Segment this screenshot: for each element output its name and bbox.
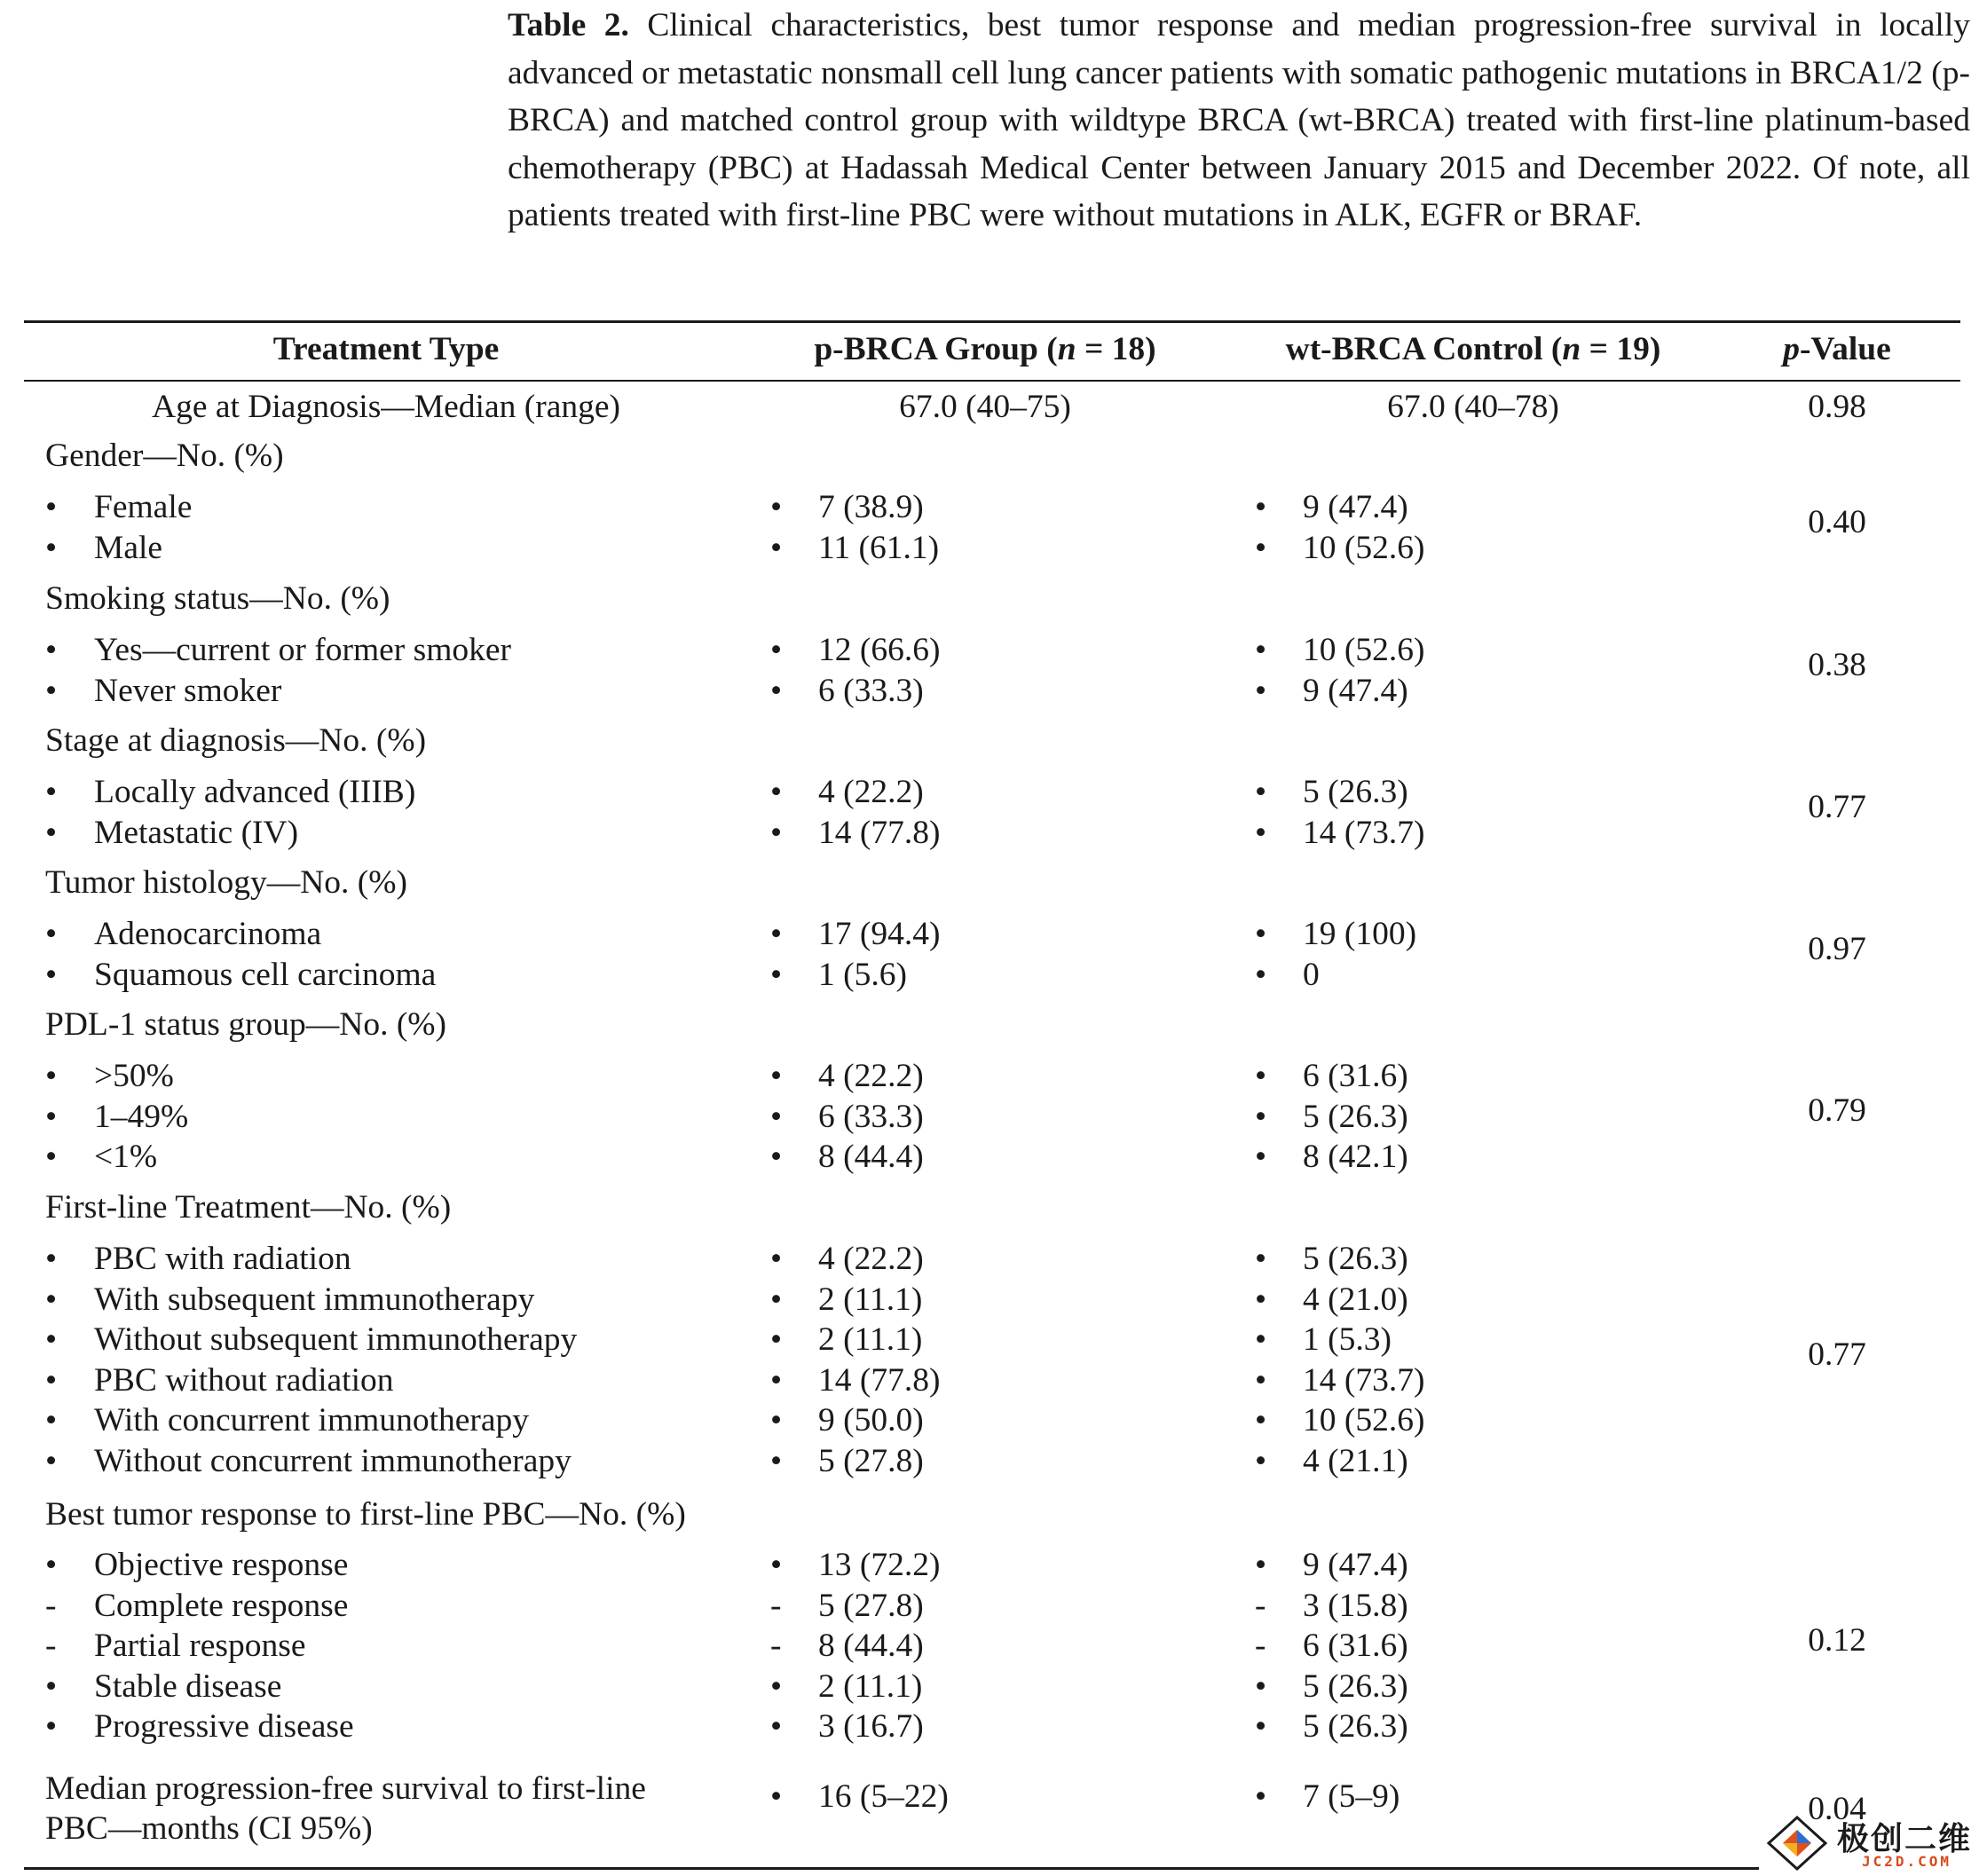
response-item-wtbrca-bullet: •: [1255, 1547, 1267, 1583]
response-item-bullet: •: [45, 1547, 58, 1583]
firstline-item-pbrca: 2 (11.1): [818, 1281, 923, 1318]
table-header-rule: [24, 380, 1960, 382]
table-top-rule: [24, 320, 1960, 323]
firstline-item-wtbrca-bullet: •: [1255, 1402, 1267, 1439]
firstline-item-wtbrca: 4 (21.0): [1303, 1281, 1408, 1318]
header-wtbrca-control: wt-BRCA Control (n = 19): [1285, 331, 1661, 367]
pdl1-item-label: <1%: [94, 1139, 158, 1175]
firstline-item-wtbrca-bullet: •: [1255, 1442, 1267, 1479]
firstline-item-pbrca: 14 (77.8): [818, 1361, 941, 1399]
firstline-item-wtbrca: 5 (26.3): [1303, 1241, 1408, 1277]
response-item-wtbrca-bullet: -: [1255, 1587, 1266, 1624]
gender-p-value: 0.40: [1808, 504, 1866, 540]
pdl1-item-wtbrca: 5 (26.3): [1303, 1098, 1408, 1135]
response-item-pbrca-bullet: •: [770, 1667, 783, 1705]
pdl1-item-bullet: •: [45, 1058, 58, 1094]
gender-item-pbrca-bullet: •: [770, 529, 783, 566]
response-item-pbrca-bullet: -: [770, 1628, 782, 1664]
stage-item-pbrca-bullet: •: [770, 774, 783, 810]
response-item-label: Objective response: [94, 1547, 349, 1583]
pfs-wtbrca: 7 (5–9): [1303, 1778, 1400, 1815]
table-bottom-rule: [24, 1867, 1759, 1870]
smoking-p-value: 0.38: [1808, 647, 1866, 683]
gender-title: Gender—No. (%): [45, 437, 284, 474]
firstline-item-pbrca-bullet: •: [770, 1281, 783, 1318]
firstline-p-value: 0.77: [1808, 1336, 1866, 1373]
response-title: Best tumor response to first-line PBC—No. (%): [45, 1496, 686, 1533]
pdl1-item-label: 1–49%: [94, 1098, 189, 1135]
smoking-item-pbrca: 6 (33.3): [818, 672, 924, 709]
smoking-item-pbrca: 12 (66.6): [818, 632, 941, 668]
stage-item-bullet: •: [45, 774, 58, 810]
firstline-item-pbrca-bullet: •: [770, 1321, 783, 1358]
response-item-pbrca: 2 (11.1): [818, 1667, 923, 1705]
firstline-item-bullet: •: [45, 1402, 58, 1439]
table-caption: [508, 2, 1970, 240]
caption-label: Table 2.: [508, 7, 629, 43]
firstline-item-wtbrca-bullet: •: [1255, 1241, 1267, 1277]
response-item-pbrca: 8 (44.4): [818, 1628, 924, 1664]
caption-text: Clinical characteristics, best tumor response and median progression-free survival in locally advanced or metastatic nonsmall cell lung cancer patients with somatic pathogenic mutations in BRCA1/2 (p-BRCA) and matched control group with wildtype BRCA (wt-BRCA) treated with first-line platinum-based chemotherapy (PBC) at Hadassah Medical Center between January 2015 and December 2022. Of note, all patients treated with first-line PBC were without mutations in ALK, EGFR or BRAF.: [508, 7, 1970, 233]
response-item-wtbrca-bullet: •: [1255, 1667, 1267, 1705]
histology-item-pbrca-bullet: •: [770, 956, 783, 993]
pdl1-item-wtbrca-bullet: •: [1255, 1139, 1267, 1175]
firstline-item-wtbrca-bullet: •: [1255, 1361, 1267, 1399]
histology-p-value: 0.97: [1808, 931, 1866, 967]
histology-item-bullet: •: [45, 956, 58, 993]
firstline-item-wtbrca: 10 (52.6): [1303, 1402, 1425, 1439]
firstline-item-label: PBC without radiation: [94, 1361, 394, 1399]
firstline-item-pbrca-bullet: •: [770, 1241, 783, 1277]
response-item-pbrca-bullet: •: [770, 1708, 783, 1745]
firstline-item-bullet: •: [45, 1241, 58, 1277]
stage-item-label: Locally advanced (IIIB): [94, 774, 416, 810]
stage-p-value: 0.77: [1808, 789, 1866, 825]
histology-item-wtbrca-bullet: •: [1255, 916, 1267, 952]
smoking-item-wtbrca: 10 (52.6): [1303, 632, 1425, 668]
pfs-p-value: 0.04: [1808, 1791, 1866, 1827]
response-item-bullet: •: [45, 1667, 58, 1705]
smoking-item-pbrca-bullet: •: [770, 672, 783, 709]
header-p-value: p-Value: [1783, 331, 1891, 367]
response-item-wtbrca-bullet: •: [1255, 1708, 1267, 1745]
firstline-item-wtbrca: 14 (73.7): [1303, 1361, 1425, 1399]
firstline-item-pbrca: 9 (50.0): [818, 1402, 924, 1439]
response-item-wtbrca: 5 (26.3): [1303, 1667, 1408, 1705]
watermark-text: 极创二维: [1837, 1821, 1973, 1857]
firstline-item-pbrca: 4 (22.2): [818, 1241, 924, 1277]
smoking-item-wtbrca: 9 (47.4): [1303, 672, 1408, 709]
stage-title: Stage at diagnosis—No. (%): [45, 722, 427, 759]
smoking-item-label: Never smoker: [94, 672, 282, 709]
gender-item-pbrca-bullet: •: [770, 489, 783, 525]
pdl1-item-label: >50%: [94, 1058, 174, 1094]
response-item-wtbrca: 6 (31.6): [1303, 1628, 1408, 1664]
firstline-title: First-line Treatment—No. (%): [45, 1189, 452, 1226]
response-item-pbrca: 5 (27.8): [818, 1587, 924, 1624]
firstline-item-label: With subsequent immunotherapy: [94, 1281, 535, 1318]
histology-item-label: Squamous cell carcinoma: [94, 956, 437, 993]
age-p-value: 0.98: [1808, 389, 1866, 425]
pdl1-item-bullet: •: [45, 1098, 58, 1135]
smoking-item-bullet: •: [45, 632, 58, 668]
response-item-pbrca-bullet: -: [770, 1587, 782, 1624]
response-item-bullet: -: [45, 1628, 57, 1664]
firstline-item-bullet: •: [45, 1281, 58, 1318]
pfs-pbrca: 16 (5–22): [818, 1778, 949, 1815]
response-item-label: Partial response: [94, 1628, 306, 1664]
response-item-label: Progressive disease: [94, 1708, 354, 1745]
stage-item-wtbrca-bullet: •: [1255, 814, 1267, 851]
stage-item-pbrca-bullet: •: [770, 814, 783, 851]
response-item-pbrca-bullet: •: [770, 1547, 783, 1583]
smoking-item-wtbrca-bullet: •: [1255, 672, 1267, 709]
response-item-label: Stable disease: [94, 1667, 282, 1705]
pdl1-item-wtbrca-bullet: •: [1255, 1058, 1267, 1094]
gender-item-label: Female: [94, 489, 193, 525]
histology-item-wtbrca: 0: [1303, 956, 1320, 993]
stage-item-bullet: •: [45, 814, 58, 851]
stage-item-wtbrca-bullet: •: [1255, 774, 1267, 810]
pdl1-item-pbrca-bullet: •: [770, 1058, 783, 1094]
header-pbrca-group: p-BRCA Group (n = 18): [814, 331, 1156, 367]
firstline-item-pbrca-bullet: •: [770, 1361, 783, 1399]
response-item-wtbrca: 3 (15.8): [1303, 1587, 1408, 1624]
smoking-item-bullet: •: [45, 672, 58, 709]
histology-item-pbrca: 1 (5.6): [818, 956, 907, 993]
histology-item-label: Adenocarcinoma: [94, 916, 322, 952]
gender-item-bullet: •: [45, 489, 58, 525]
histology-item-wtbrca: 19 (100): [1303, 916, 1417, 952]
gender-item-pbrca: 7 (38.9): [818, 489, 924, 525]
stage-item-pbrca: 4 (22.2): [818, 774, 924, 810]
stage-item-wtbrca: 14 (73.7): [1303, 814, 1425, 851]
firstline-item-pbrca-bullet: •: [770, 1402, 783, 1439]
firstline-item-label: PBC with radiation: [94, 1241, 351, 1277]
firstline-item-wtbrca: 1 (5.3): [1303, 1321, 1392, 1358]
gender-item-pbrca: 11 (61.1): [818, 529, 940, 566]
stage-item-wtbrca: 5 (26.3): [1303, 774, 1408, 810]
age-pbrca: 67.0 (40–75): [899, 389, 1071, 425]
smoking-item-pbrca-bullet: •: [770, 632, 783, 668]
gender-item-label: Male: [94, 529, 163, 566]
pdl1-p-value: 0.79: [1808, 1092, 1866, 1129]
response-item-wtbrca-bullet: -: [1255, 1628, 1266, 1664]
response-item-pbrca: 13 (72.2): [818, 1547, 941, 1583]
pdl1-item-wtbrca: 6 (31.6): [1303, 1058, 1408, 1094]
firstline-item-label: With concurrent immunotherapy: [94, 1402, 530, 1439]
pdl1-item-bullet: •: [45, 1139, 58, 1175]
pdl1-item-pbrca: 6 (33.3): [818, 1098, 924, 1135]
age-wtbrca: 67.0 (40–78): [1387, 389, 1559, 425]
pdl1-item-wtbrca-bullet: •: [1255, 1098, 1267, 1135]
gender-item-wtbrca-bullet: •: [1255, 489, 1267, 525]
histology-item-pbrca: 17 (94.4): [818, 916, 941, 952]
pdl1-title: PDL-1 status group—No. (%): [45, 1006, 447, 1043]
firstline-item-pbrca: 2 (11.1): [818, 1321, 923, 1358]
firstline-item-wtbrca: 4 (21.1): [1303, 1442, 1408, 1479]
gender-item-wtbrca: 10 (52.6): [1303, 529, 1425, 566]
response-item-pbrca: 3 (16.7): [818, 1708, 924, 1745]
response-p-value: 0.12: [1808, 1622, 1866, 1659]
histology-item-wtbrca-bullet: •: [1255, 956, 1267, 993]
firstline-item-bullet: •: [45, 1361, 58, 1399]
firstline-item-pbrca: 5 (27.8): [818, 1442, 924, 1479]
smoking-item-wtbrca-bullet: •: [1255, 632, 1267, 668]
stage-item-label: Metastatic (IV): [94, 814, 299, 851]
gender-item-wtbrca-bullet: •: [1255, 529, 1267, 566]
response-item-label: Complete response: [94, 1587, 349, 1624]
pdl1-item-pbrca-bullet: •: [770, 1139, 783, 1175]
smoking-title: Smoking status—No. (%): [45, 580, 390, 617]
smoking-item-label: Yes—current or former smoker: [94, 632, 512, 668]
pfs-wtbrca-bullet: •: [1255, 1778, 1267, 1815]
response-item-wtbrca: 9 (47.4): [1303, 1547, 1408, 1583]
pfs-label-line1: Median progression-free survival to first-line: [45, 1770, 646, 1807]
pfs-label-line2: PBC—months (CI 95%): [45, 1810, 373, 1847]
watermark-subtext: JC2D.COM: [1862, 1853, 1952, 1870]
histology-item-pbrca-bullet: •: [770, 916, 783, 952]
response-item-bullet: •: [45, 1708, 58, 1745]
header-treatment-type: Treatment Type: [272, 331, 500, 367]
firstline-item-label: Without concurrent immunotherapy: [94, 1442, 572, 1479]
pdl1-item-pbrca-bullet: •: [770, 1098, 783, 1135]
gender-item-wtbrca: 9 (47.4): [1303, 489, 1408, 525]
firstline-item-label: Without subsequent immunotherapy: [94, 1321, 578, 1358]
histology-item-bullet: •: [45, 916, 58, 952]
firstline-item-bullet: •: [45, 1442, 58, 1479]
response-item-wtbrca: 5 (26.3): [1303, 1708, 1408, 1745]
firstline-item-wtbrca-bullet: •: [1255, 1281, 1267, 1318]
firstline-item-bullet: •: [45, 1321, 58, 1358]
pfs-pbrca-bullet: •: [770, 1778, 783, 1815]
histology-title: Tumor histology—No. (%): [45, 864, 408, 901]
age-label: Age at Diagnosis—Median (range): [152, 389, 620, 425]
response-item-bullet: -: [45, 1587, 57, 1624]
stage-item-pbrca: 14 (77.8): [818, 814, 941, 851]
firstline-item-pbrca-bullet: •: [770, 1442, 783, 1479]
pdl1-item-pbrca: 4 (22.2): [818, 1058, 924, 1094]
pdl1-item-wtbrca: 8 (42.1): [1303, 1139, 1408, 1175]
gender-item-bullet: •: [45, 529, 58, 566]
firstline-item-wtbrca-bullet: •: [1255, 1321, 1267, 1358]
pdl1-item-pbrca: 8 (44.4): [818, 1139, 924, 1175]
